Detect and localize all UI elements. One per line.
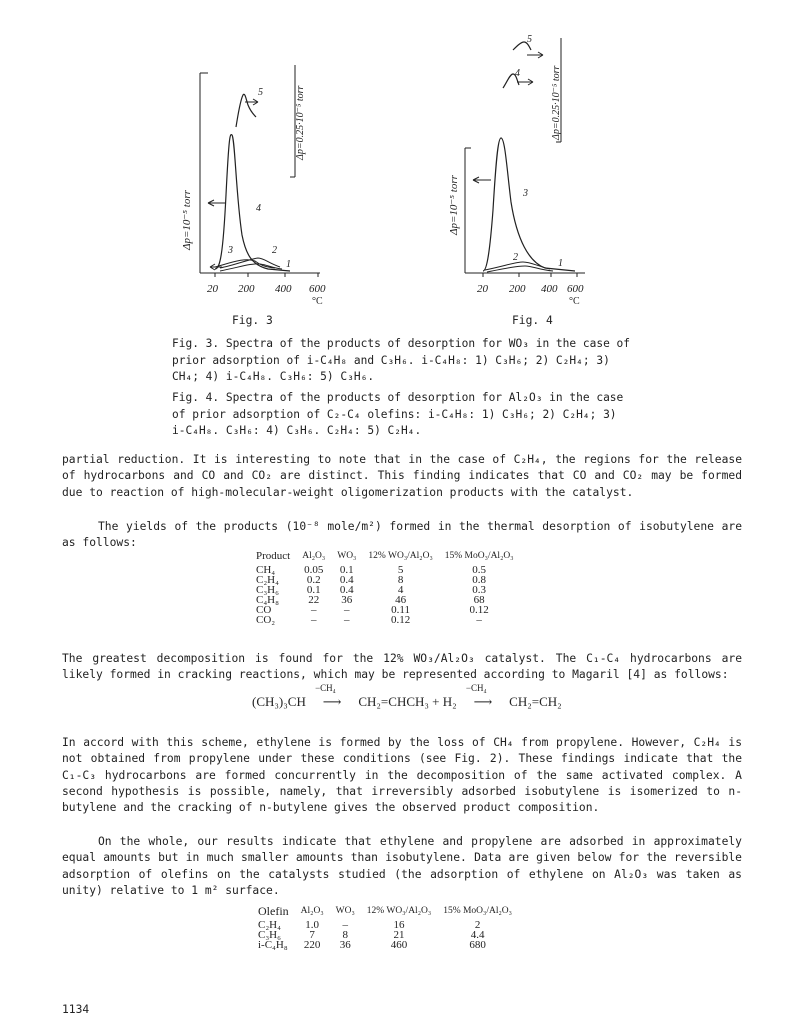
arrow-right-icon: ⟶ bbox=[322, 694, 342, 709]
table-cell: 460 bbox=[390, 939, 408, 951]
table-cell: 0.1 bbox=[306, 584, 321, 596]
table-cell: 8 bbox=[342, 929, 348, 941]
fig4-curve-3 bbox=[483, 138, 575, 271]
caption-fig3: Fig. 3. Spectra of the products of desorption for WO₃ in the case of prior adsorption of i-C₄H₈ and C₃H₆. i-C₄H₈: 1) C₃H₆; 2) C₂H₄; 3) CH₄; 4) i-C₄H₈. C₃H₆: 5) C₃H₆. bbox=[172, 337, 631, 383]
table-header: 15% MoO₃/Al₂O₃ bbox=[444, 551, 514, 561]
table-cell: C₃H₆ bbox=[256, 584, 279, 596]
table-row bbox=[252, 940, 518, 950]
table-cell: 0.3 bbox=[472, 584, 487, 596]
table-cell: i-C₄H₈ bbox=[258, 939, 288, 951]
table-header: 12% WO₃/Al₂O₃ bbox=[368, 551, 433, 561]
fig3-arrow-left bbox=[208, 200, 225, 206]
table-cell: – bbox=[310, 614, 317, 626]
table-cell: 0.2 bbox=[306, 574, 321, 586]
adsorption-table bbox=[252, 906, 518, 950]
fig3-curve-label-4: 4 bbox=[256, 203, 261, 214]
fig3-curve-label-1: 1 bbox=[286, 259, 291, 270]
paragraph-3: The greatest decomposition is found for the 12% WO₃/Al₂O₃ catalyst. The C₁-C₄ hydrocarbons are likely formed in cracking reactions, which may be represented according to Magaril [4] as follows: bbox=[62, 652, 742, 682]
fig3-label: Fig. 3 bbox=[232, 314, 273, 327]
table-cell: C₄H₈ bbox=[256, 594, 279, 606]
table-cell: 5 bbox=[397, 564, 404, 576]
figure-3 bbox=[160, 55, 350, 315]
table-cell: 2 bbox=[474, 919, 481, 931]
table-cell: – bbox=[310, 604, 317, 616]
table-cell: 22 bbox=[308, 594, 320, 606]
fig4-curve-label-1: 1 bbox=[558, 258, 563, 269]
fig4-tick-20: 20 bbox=[477, 283, 488, 295]
table-header: Al₂O₃ bbox=[302, 551, 326, 561]
table-cell: C₃H₆ bbox=[258, 929, 281, 941]
table-header-row bbox=[252, 906, 518, 920]
paragraph-2: The yields of the products (10⁻⁸ mole/m²) formed in the thermal desorption of isobutylene are as follows: bbox=[62, 520, 742, 550]
table-cell: 0.12 bbox=[469, 604, 489, 616]
fig4-arrow-right-5 bbox=[527, 52, 543, 58]
equation-arrow-2 bbox=[460, 683, 506, 710]
fig3-scale-label: Δp=0.25·10⁻⁵ torr bbox=[295, 85, 306, 160]
fig4-x-unit: °C bbox=[569, 296, 580, 307]
fig4-arrow-left bbox=[473, 177, 491, 183]
fig4-curve-label-2: 2 bbox=[513, 252, 518, 263]
equation-reactant: (CH₃)₃CH bbox=[252, 694, 306, 709]
table-cell: 36 bbox=[339, 939, 351, 951]
page-number: 1134 bbox=[62, 1003, 90, 1016]
table-header: Olefin bbox=[258, 904, 289, 918]
fig3-tick-400: 400 bbox=[275, 283, 292, 295]
table-cell: 680 bbox=[469, 939, 486, 951]
figure-4 bbox=[425, 30, 605, 315]
table-cell: C₂H₄ bbox=[258, 919, 281, 931]
table-cell: 220 bbox=[303, 939, 321, 951]
table-cell: 4 bbox=[397, 584, 404, 596]
fig4-scale-label: Δp=0.25·10⁻⁵ torr bbox=[551, 65, 562, 140]
equation-product: CH₂=CH₂ bbox=[509, 694, 562, 709]
fig3-y-label: Δp=10⁻⁵ torr bbox=[181, 190, 193, 250]
equation-arrow-1 bbox=[309, 683, 355, 710]
fig3-tick-600: 600 bbox=[309, 283, 326, 295]
fig3-tick-20: 20 bbox=[207, 283, 218, 295]
table-cell: 0.4 bbox=[339, 574, 354, 586]
table-cell: – bbox=[344, 604, 350, 616]
table-cell: 0.5 bbox=[472, 564, 487, 576]
equation-arrow-2-label: −CH₄ bbox=[465, 683, 487, 693]
table-cell: CH₄ bbox=[256, 564, 276, 576]
table-cell: 8 bbox=[397, 574, 404, 586]
table-cell: 0.4 bbox=[339, 584, 354, 596]
table-row bbox=[250, 615, 520, 625]
fig4-curve-label-4: 4 bbox=[515, 68, 520, 79]
equation-arrow-1-label: −CH₄ bbox=[315, 683, 336, 693]
table-cell: – bbox=[342, 919, 348, 931]
fig4-curve-label-5: 5 bbox=[527, 34, 532, 45]
caption-fig4: Fig. 4. Spectra of the products of desorption for Al₂O₃ in the case of prior adsorption of C₂-C₄ olefins: i-C₄H₈: 1) C₃H₆; 2) C₂H₄; 3) i-C₄H₈. C₃H₆: 4) C₃H₆. C₂H₄: 5) C₂H₄. bbox=[172, 391, 624, 437]
fig4-curve-label-3: 3 bbox=[523, 188, 528, 199]
table-cell: 0.05 bbox=[304, 564, 324, 576]
table-cell: 21 bbox=[393, 929, 405, 941]
table-header: WO₃ bbox=[337, 551, 357, 561]
fig3-curve-label-3: 3 bbox=[228, 245, 233, 256]
fig4-arrow-right-4 bbox=[517, 79, 533, 85]
table-header: Al₂O₃ bbox=[300, 906, 324, 916]
arrow-right-icon: ⟶ bbox=[473, 694, 493, 709]
table-cell: 7 bbox=[309, 929, 315, 941]
fig3-curve-label-5: 5 bbox=[258, 87, 263, 98]
paragraph-1: partial reduction. It is interesting to note that in the case of C₂H₄, the regions for the release of hydrocarbons and CO and CO₂ are distinct. This finding indicates that CO and CO₂ may be formed due to reaction of high-molecular-weight oligomerization products with the catalyst. bbox=[62, 453, 742, 499]
fig4-tick-600: 600 bbox=[567, 283, 584, 295]
table-cell: 16 bbox=[393, 919, 405, 931]
table-cell: 0.8 bbox=[472, 574, 487, 586]
fig3-x-unit: °C bbox=[312, 296, 323, 307]
equation-intermediate: CH₂=CHCH₃ + H₂ bbox=[358, 694, 457, 709]
paragraph-4: In accord with this scheme, ethylene is formed by the loss of CH₄ from propylene. However, C₂H₄ is not obtained from propylene under these conditions (see Fig. 2). These findings indicate that the C₁-C₃ hydrocarbons are formed concurrently in the decomposition of the same activated complex. A second hypothesis is possible, namely, that irreversibly adsorbed isobutylene is isomerized to n-butylene and the cracking of n-butylene gives the observed product composition. bbox=[62, 736, 742, 815]
table-cell: CO₂ bbox=[256, 614, 276, 626]
fig4-tick-200: 200 bbox=[509, 283, 526, 295]
table-header: 15% MoO₃/Al₂O₃ bbox=[443, 906, 512, 916]
fig4-tick-400: 400 bbox=[541, 283, 558, 295]
table-cell: 46 bbox=[395, 594, 407, 606]
table-cell: 0.11 bbox=[391, 604, 410, 616]
cracking-equation bbox=[252, 683, 562, 710]
table-header-row bbox=[250, 551, 520, 565]
table-cell: 4.4 bbox=[470, 929, 485, 941]
yields-table bbox=[250, 551, 520, 625]
fig4-label: Fig. 4 bbox=[512, 314, 553, 327]
paragraph-5: On the whole, our results indicate that ethylene and propylene are adsorbed in approximately equal amounts but in much smaller amounts than isobutylene. Data are given below for the reversible adsorption of olefins on the catalysts studied (the adsorption of ethylene on Al₂O₃ was taken as unity) relative to 1 m² surface. bbox=[62, 835, 742, 897]
table-cell: – bbox=[344, 614, 350, 626]
table-cell: CO bbox=[256, 604, 272, 616]
table-cell: C₂H₄ bbox=[256, 574, 279, 586]
table-header: 12% WO₃/Al₂O₃ bbox=[366, 906, 432, 916]
table-cell: 68 bbox=[473, 594, 485, 606]
fig3-curve-4 bbox=[215, 135, 290, 271]
table-cell: 36 bbox=[341, 594, 353, 606]
fig3-curve-label-2: 2 bbox=[272, 245, 277, 256]
table-header: WO₃ bbox=[335, 906, 355, 916]
fig4-y-label: Δp=10⁻⁵ torr bbox=[448, 175, 460, 235]
table-header: Product bbox=[256, 550, 291, 562]
table-cell: 0.1 bbox=[339, 564, 354, 576]
fig3-tick-200: 200 bbox=[238, 283, 255, 295]
table-cell: 1.0 bbox=[305, 919, 320, 931]
table-cell: – bbox=[476, 614, 482, 626]
table-cell: 0.12 bbox=[390, 614, 411, 626]
